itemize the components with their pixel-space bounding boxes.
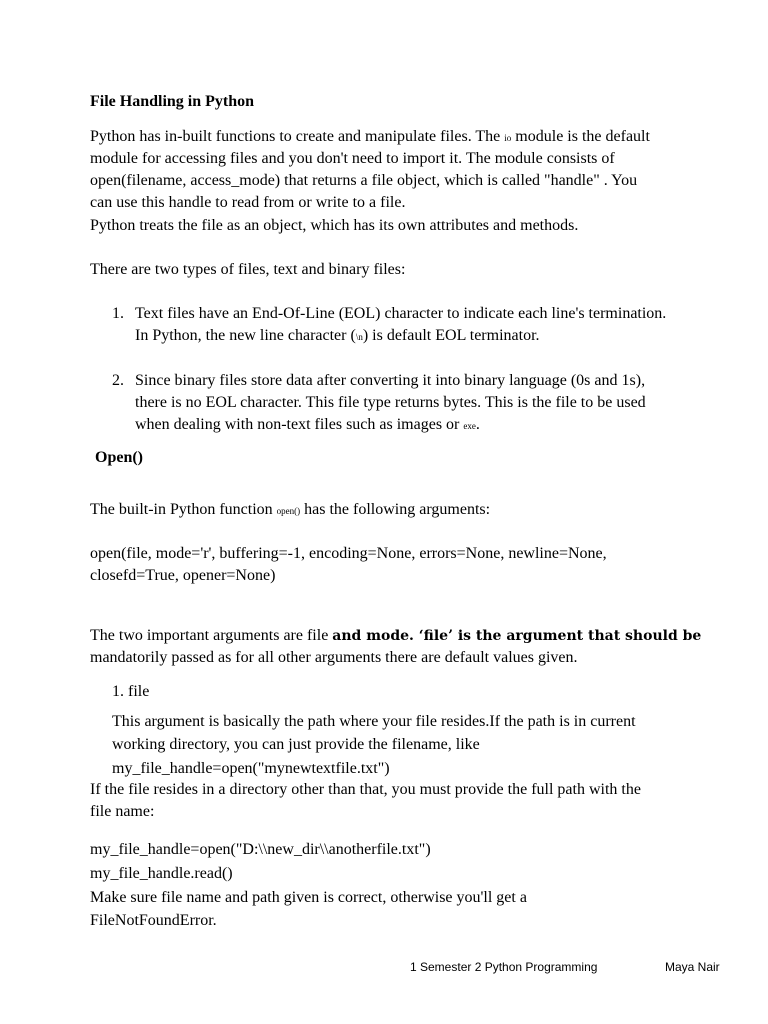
list-item-number: 2.: [112, 372, 124, 389]
list-item-text: Text files have an End-Of-Line (EOL) character to indicate each line's termination. In Python, the new line character (\n) is default EOL terminator.: [135, 305, 667, 344]
important-args-line-1: The two important arguments are file and mode. ‘file’ is the argument that should be: [90, 627, 702, 644]
inline-code-exe: exe: [463, 421, 476, 431]
important-args-line-2: mandatorily passed as for all other arguments there are default values given.: [90, 649, 578, 666]
other-dir-line-2: file name:: [90, 803, 155, 820]
warning-line-2: FileNotFoundError.: [90, 912, 217, 929]
signature-line-2: closefd=True, opener=None): [90, 567, 276, 584]
file-item-line-2: working directory, you can just provide the filename, like: [112, 736, 480, 753]
code-read: my_file_handle.read(): [90, 865, 233, 882]
builtin-function-line: The built-in Python function open() has the following arguments:: [90, 501, 491, 518]
footer-course: 1 Semester 2 Python Programming: [410, 960, 598, 974]
important-args-bold: and mode. ‘file’ is the argument that should be: [332, 628, 702, 644]
file-item-code: my_file_handle=open("mynewtextfile.txt"): [112, 760, 390, 777]
warning-line-1: Make sure file name and path given is correct, otherwise you'll get a: [90, 889, 527, 906]
page-title: File Handling in Python: [90, 93, 255, 110]
file-item-line-1: This argument is basically the path where your file resides.If the path is in current: [112, 713, 636, 730]
other-dir-line-1: If the file resides in a directory other than that, you must provide the full path with the: [90, 781, 641, 798]
inline-code-io: io: [504, 133, 512, 143]
file-item-label: 1. file: [112, 683, 150, 700]
intro-line-2: module for accessing files and you don't need to import it. The module consists of: [90, 150, 615, 167]
list-item-text: Since binary files store data after converting it into binary language (0s and 1s), there is no EOL character. This file type returns bytes. This is the file to be used when dealing with non-text files such as images or exe.: [135, 372, 646, 433]
footer-author: Maya Nair: [665, 960, 720, 974]
signature-line-1: open(file, mode='r', buffering=-1, encoding=None, errors=None, newline=None,: [90, 545, 607, 562]
intro-line-3: open(filename, access_mode) that returns a file object, which is called "handle" . You: [90, 172, 638, 189]
inline-code-newline: \n: [355, 332, 363, 342]
section-heading-open: Open(): [95, 449, 143, 466]
intro-line-1: Python has in-built functions to create and manipulate files. The io module is the default: [90, 128, 650, 145]
inline-code-open: open(): [276, 506, 301, 516]
intro-line-4: can use this handle to read from or write to a file.: [90, 194, 406, 211]
intro-line-5: Python treats the file as an object, which has its own attributes and methods.: [90, 217, 579, 234]
file-types-intro: There are two types of files, text and binary files:: [90, 261, 406, 278]
list-item-number: 1.: [112, 305, 124, 322]
code-open-full-path: my_file_handle=open("D:\\new_dir\\anotherfile.txt"): [90, 841, 431, 858]
